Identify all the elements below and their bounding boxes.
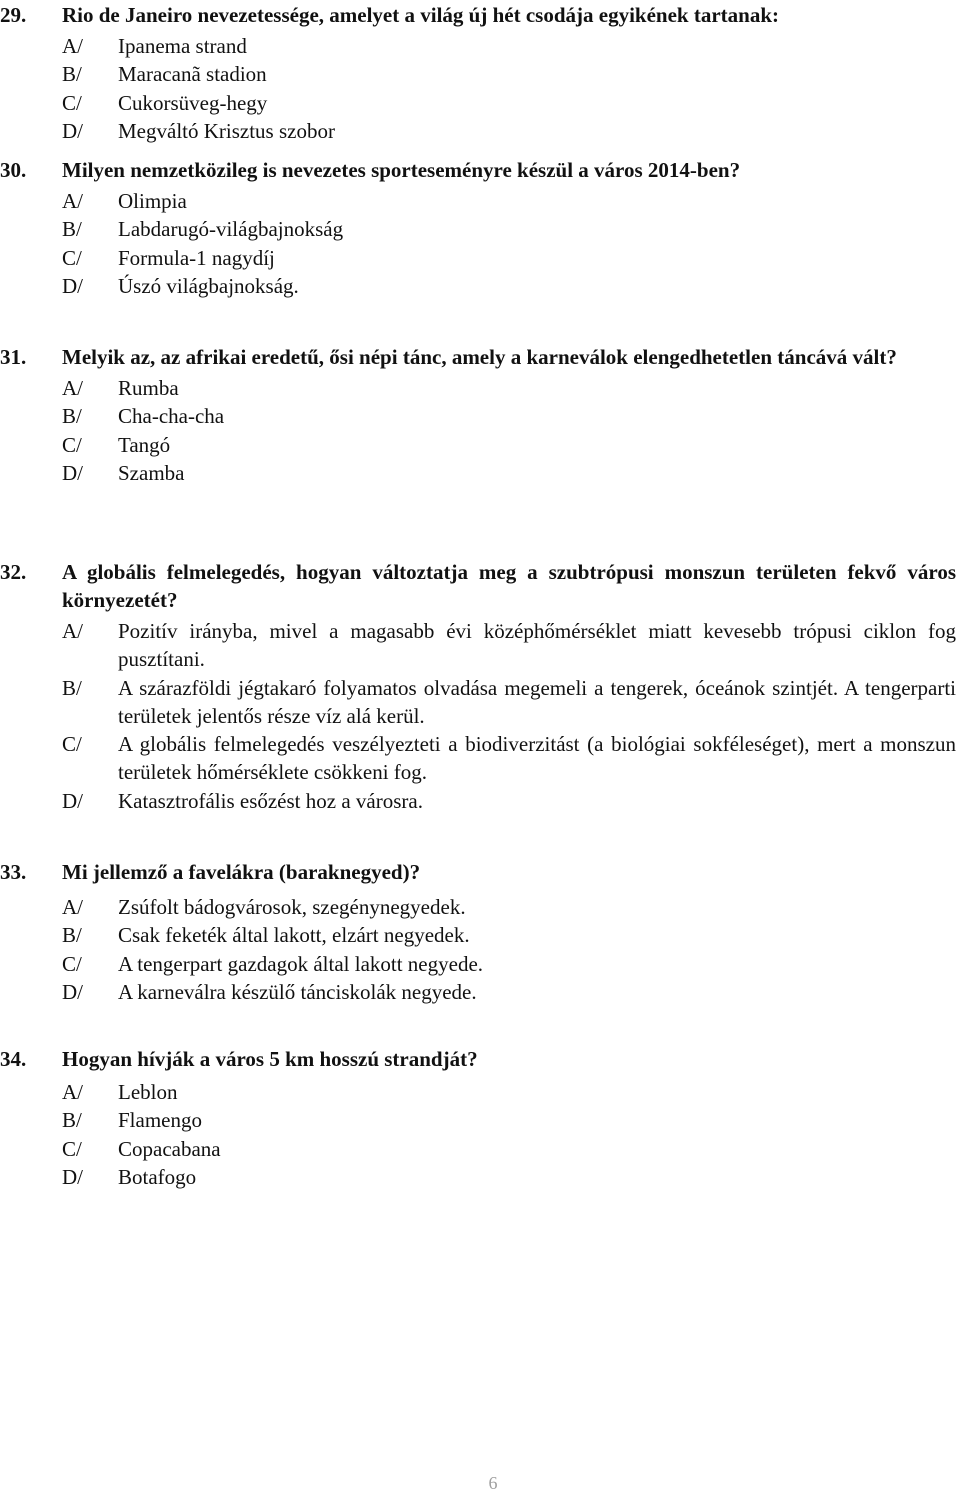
option-a: [0, 1078, 960, 1106]
option-letter: D/: [62, 788, 83, 813]
question-text: Rio de Janeiro nevezetessége, amelyet a világ új hét csodája egyikének tartanak:: [62, 3, 779, 27]
option-a: [0, 617, 960, 674]
option-text: Ipanema strand: [118, 34, 247, 58]
option-letter: D/: [62, 118, 83, 143]
question-number: 30.: [0, 158, 27, 182]
option-text: Maracanã stadion: [118, 62, 267, 87]
options-list: [0, 374, 960, 487]
question-number: 29.: [0, 3, 27, 27]
option-letter: A/: [62, 895, 83, 919]
options-list: [0, 1078, 960, 1191]
question-text: A globális felmelegedés, hogyan változtatja meg a szubtrópusi monszun területen fekvő város környezetét?: [62, 560, 956, 612]
question-number: 31.: [0, 345, 27, 369]
option-letter: A/: [62, 189, 83, 213]
options-list: [0, 32, 960, 145]
option-d: [0, 787, 960, 815]
option-a: [0, 893, 960, 921]
option-text: Formula-1 nagydíj: [118, 245, 275, 270]
option-a: [0, 187, 960, 215]
option-text: Rumba: [118, 376, 179, 400]
question-number: 33.: [0, 860, 27, 884]
option-text: Leblon: [118, 1080, 178, 1104]
question-header: [0, 858, 960, 886]
option-text: Botafogo: [118, 1164, 197, 1189]
question-number: 32.: [0, 560, 27, 584]
option-letter: A/: [62, 1080, 83, 1104]
option-letter: C/: [62, 432, 82, 457]
question-34: [0, 1045, 960, 1191]
option-letter: C/: [62, 245, 82, 270]
option-a: [0, 32, 960, 60]
option-c: [0, 244, 960, 272]
option-text: Pozitív irányba, mivel a magasabb évi középhőmérséklet miatt kevesebb trópusi ciklon fog pusztítani.: [118, 619, 956, 672]
option-letter: B/: [62, 1108, 82, 1133]
option-letter: C/: [62, 1136, 82, 1161]
option-text: Tangó: [118, 432, 171, 457]
question-number: 34.: [0, 1047, 27, 1071]
option-text: Megváltó Krisztus szobor: [118, 118, 335, 143]
option-text: Zsúfolt bádogvárosok, szegénynegyedek.: [118, 895, 466, 919]
question-31: [0, 343, 960, 487]
option-c: [0, 431, 960, 459]
option-text: Csak feketék által lakott, elzárt negyedek.: [118, 923, 470, 948]
option-b: [0, 1106, 960, 1134]
option-b: [0, 674, 960, 731]
option-c: [0, 730, 960, 787]
option-d: [0, 978, 960, 1006]
option-letter: A/: [62, 34, 83, 58]
question-header: [0, 156, 960, 184]
question-text: Mi jellemző a favelákra (baraknegyed)?: [62, 860, 421, 884]
option-letter: D/: [62, 1164, 83, 1189]
option-b: [0, 402, 960, 430]
options-list: [0, 893, 960, 1006]
question-text: Milyen nemzetközileg is nevezetes sporteseményre készül a város 2014-ben?: [62, 158, 741, 182]
option-letter: B/: [62, 217, 82, 242]
option-text: Olimpia: [118, 189, 187, 213]
options-list: [0, 617, 960, 815]
option-letter: C/: [62, 951, 82, 976]
question-header: [0, 558, 960, 614]
question-header: [0, 1045, 960, 1073]
option-text: Cukorsüveg-hegy: [118, 90, 268, 115]
question-29: [0, 1, 960, 145]
option-a: [0, 374, 960, 402]
option-c: [0, 950, 960, 978]
option-text: A szárazföldi jégtakaró folyamatos olvadása megemeli a tengerek, óceánok szintjét. A tengerparti területek jelentős része víz alá kerül.: [118, 675, 956, 728]
option-letter: A/: [62, 619, 83, 643]
option-b: [0, 921, 960, 949]
question-32: [0, 558, 960, 815]
option-text: Katasztrofális esőzést hoz a városra.: [118, 788, 423, 813]
option-text: Úszó világbajnokság.: [118, 273, 299, 298]
option-text: Flamengo: [118, 1108, 202, 1133]
option-text: Szamba: [118, 460, 185, 485]
option-d: [0, 272, 960, 300]
option-d: [0, 459, 960, 487]
option-b: [0, 60, 960, 88]
option-d: [0, 117, 960, 145]
option-letter: B/: [62, 62, 82, 87]
options-list: [0, 187, 960, 300]
option-letter: B/: [62, 404, 82, 429]
option-d: [0, 1163, 960, 1191]
option-letter: D/: [62, 460, 83, 485]
option-text: A tengerpart gazdagok által lakott negyede.: [118, 951, 484, 976]
question-33: [0, 858, 960, 1006]
option-letter: B/: [62, 923, 82, 948]
option-letter: D/: [62, 273, 83, 298]
question-30: [0, 156, 960, 300]
question-text: Melyik az, az afrikai eredetű, ősi népi tánc, amely a karneválok elengedhetetlen táncává vált?: [62, 345, 897, 369]
page-number: 6: [488, 1473, 498, 1493]
option-text: Labdarugó-világbajnokság: [118, 217, 344, 242]
option-b: [0, 215, 960, 243]
option-letter: C/: [62, 90, 82, 115]
option-letter: B/: [62, 675, 82, 700]
option-letter: D/: [62, 979, 83, 1004]
question-header: [0, 1, 960, 29]
option-c: [0, 1135, 960, 1163]
option-text: A globális felmelegedés veszélyezteti a biodiverzitást (a biológiai sokféleséget), mert a monszun területek hőmérséklete csökkeni fog.: [118, 732, 956, 785]
option-text: Cha-cha-cha: [118, 404, 225, 429]
option-letter: A/: [62, 376, 83, 400]
option-text: A karneválra készülő tánciskolák negyede.: [118, 979, 477, 1004]
question-header: [0, 343, 960, 371]
option-letter: C/: [62, 732, 82, 757]
question-text: Hogyan hívják a város 5 km hosszú strandját?: [62, 1047, 478, 1071]
option-text: Copacabana: [118, 1136, 221, 1161]
option-c: [0, 89, 960, 117]
